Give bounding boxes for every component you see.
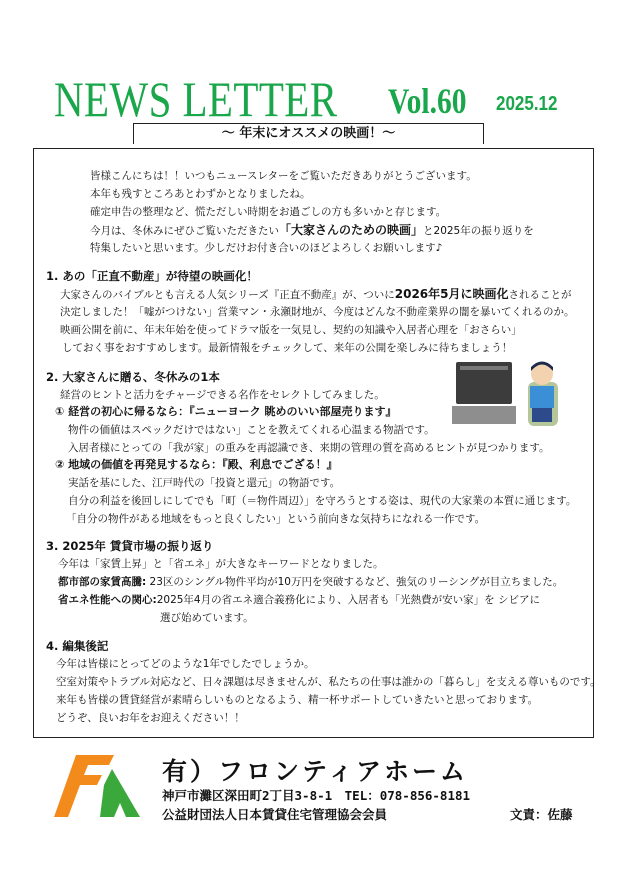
- company-name: 有）フロンティアホーム: [162, 757, 469, 786]
- text: 2025年4月の省エネ適合義務化により、入居者も「光熱費が安い家」を シビアに: [156, 594, 540, 606]
- intro-line: 確定申告の整理など、慌ただしい時期をお過ごしの方も多いかと存じます。: [90, 206, 447, 218]
- text: と2025年の振り返りを: [423, 225, 534, 237]
- movie-title: ② 地域の価値を再発見するなら：『殿、利息でござる！』: [55, 458, 338, 471]
- section-line: 空室対策やトラブル対応など、日々課題は尽きませんが、私たちの仕事は誰かの「暮らし」を支える尊いものです。: [56, 676, 601, 688]
- text: 今月は、冬休みにぜひご覧いただきたい: [90, 225, 279, 237]
- issue-subtitle: ～ 年末にオススメの映画！～: [133, 123, 484, 144]
- section-line: 入居者様にとっての「我が家」の重みを再認識でき、来期の管理の質を高めるヒントが見つかります。: [68, 442, 550, 454]
- section-line: [58, 575, 563, 589]
- section-line: 選び始めています。: [160, 612, 254, 624]
- section-line: 映画公開を前に、年末年始を使ってドラマ版を一気見し、契約の知識や入居者心理を「おさらい」: [60, 324, 522, 336]
- section-line: 自分の利益を後回しにしてでも「町（＝物件周辺）」を守ろうとする姿は、現代の大家業の本質に通じます。: [68, 495, 577, 507]
- section-heading: 1. あの「正直不動産」が待望の映画化！: [46, 269, 258, 283]
- highlight: 「大家さんのための映画」: [279, 223, 424, 237]
- section-line: どうぞ、良いお年をお迎えください！！: [56, 712, 245, 724]
- intro-line: 皆様こんにちは！！いつもニュースレターをご覧いただきありがとうございます。: [90, 170, 477, 182]
- intro-line: 本年も残すところあとわずかとなりましたね。: [90, 188, 311, 200]
- text: されることが: [508, 289, 572, 301]
- person-shirt: [530, 386, 554, 408]
- volume-number: Vol.60: [388, 81, 467, 121]
- tv-stand: [452, 406, 516, 424]
- label: 都市部の家賃高騰:: [58, 576, 147, 588]
- label: 省エネ性能への関心:: [58, 594, 157, 606]
- logo-h-shape: [100, 769, 140, 817]
- section-line: 実話を基にした、江戸時代の「投資と還元」の物語です。: [68, 477, 341, 489]
- company-address: 神戸市灘区深田町2丁目3-8-1 TEL：078-856-8181: [162, 788, 471, 803]
- section-line: 「自分の物件がある地域をもっと良くしたい」という前向きな気持ちになれる一作です。: [66, 513, 486, 525]
- newsletter-title: NEWS LETTER: [54, 71, 338, 127]
- section-heading: 4. 編集後記: [46, 639, 109, 653]
- section-line: [58, 593, 540, 607]
- text: 大家さんのバイブルとも言える人気シリーズ『正直不動産』が、ついに: [60, 289, 395, 301]
- section-line: 今年は「家賃上昇」と「省エネ」が大きなキーワードとなりました。: [58, 558, 384, 570]
- membership: 公益財団法人日本賃貸住宅管理協会会員: [162, 807, 388, 822]
- section-line: 来年も皆様の賃貸経営が素晴らしいものとなるよう、精一杯サポートしていきたいと思っております。: [56, 694, 539, 706]
- issue-date: 2025.12: [496, 93, 558, 115]
- author-credit: 文責：佐藤: [510, 807, 573, 822]
- section-line: しておく事をおすすめします。最新情報をチェックして、来年の公開を楽しみに待ちましょう！: [62, 342, 513, 354]
- intro-line: 特集したいと思います。少しだけお付き合いのほどよろしくお願いします♪: [90, 242, 443, 254]
- section-line: 物件の価値はスペックだけではない」ことを教えてくれる心温まる物語です。: [68, 424, 435, 436]
- section-line: 経営のヒントと活力をチャージできる名作をセレクトしてみました。: [60, 389, 385, 401]
- section-line: 決定しました！「嘘がつけない」営業マン・永瀬財地が、今度はどんな不動産業界の闇を暴いてくれるのか。: [60, 306, 575, 318]
- section-line: 今年は皆様にとってどのような1年でしたでしょうか。: [56, 658, 315, 670]
- movie-title: ① 経営の初心に帰るなら：『ニューヨーク 眺めのいい部屋売ります』: [55, 405, 397, 418]
- highlight: 2026年5月に映画化: [394, 287, 509, 301]
- company-logo: [54, 755, 140, 817]
- section-line: [60, 287, 572, 302]
- text: 23区のシングル物件平均が10万円を突破するなど、強気のリーシングが目立ちました。: [146, 576, 564, 588]
- watching-tv-illustration: [450, 356, 560, 428]
- section-heading: 3. 2025年 賃貸市場の振り返り: [46, 539, 214, 553]
- section-heading: 2. 大家さんに贈る、冬休みの1本: [46, 370, 220, 384]
- intro-line: [90, 223, 534, 238]
